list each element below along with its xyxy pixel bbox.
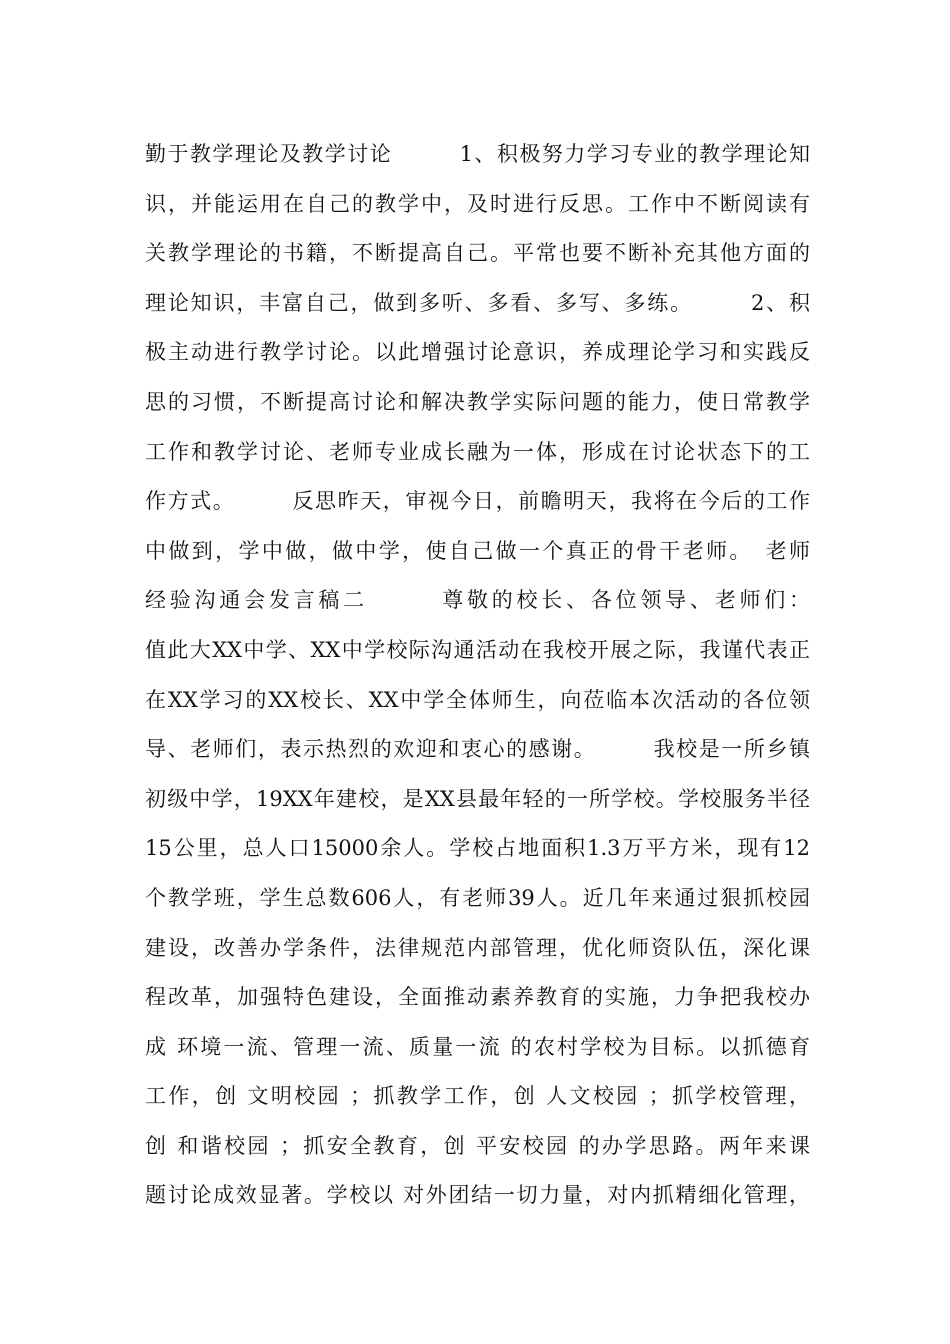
text-line: 工作和教学讨论、老师专业成长融为一体，形成在讨论状态下的工 [145, 439, 810, 464]
text-line: 成 环境一流、管理一流、质量一流 的农村学校为目标。以抓德育 [145, 1034, 810, 1059]
text-line: 值此大XX中学、XX中学校际沟通活动在我校开展之际，我谨代表正 [145, 637, 810, 662]
text-line: 在XX学习的XX校长、XX中学全体师生，向莅临本次活动的各位领 [145, 687, 810, 712]
text-line: 思的习惯，不断提高讨论和解决教学实际问题的能力，使日常教学 [145, 389, 810, 414]
text-line: 勤于教学理论及教学讨论 1、积极努力学习专业的教学理论知 [145, 142, 810, 166]
text-line: 15公里，总人口15000余人。学校占地面积1.3万平方米，现有12 [145, 836, 810, 861]
text-line: 题讨论成效显著。学校以 对外团结一切力量，对内抓精细化管理， [145, 1183, 810, 1208]
text-line: 经验沟通会发言稿二 尊敬的校长、各位领导、老师们： [145, 588, 810, 613]
body-text [145, 130, 810, 1221]
text-line: 理论知识，丰富自己，做到多听、多看、多写、多练。 2、积 [145, 290, 810, 315]
text-line: 建设，改善办学条件，法律规范内部管理，优化师资队伍，深化课 [145, 935, 810, 960]
text-line: 工作，创 文明校园 ；抓教学工作，创 人文校园 ；抓学校管理， [145, 1084, 810, 1109]
text-line: 程改革，加强特色建设，全面推动素养教育的实施，力争把我校办 [145, 985, 810, 1010]
text-line: 极主动进行教学讨论。以此增强讨论意识，养成理论学习和实践反 [145, 340, 810, 365]
text-line: 中做到，学中做，做中学，使自己做一个真正的骨干老师。 老师 [145, 538, 810, 563]
text-line: 识，并能运用在自己的教学中，及时进行反思。工作中不断阅读有 [145, 191, 810, 216]
text-line: 初级中学，19XX年建校，是XX县最年轻的一所学校。学校服务半径 [145, 786, 810, 811]
text-line: 关教学理论的书籍，不断提高自己。平常也要不断补充其他方面的 [145, 241, 810, 266]
text-line: 个教学班，学生总数606人，有老师39人。近几年来通过狠抓校园 [145, 885, 810, 910]
text-line: 导、老师们，表示热烈的欢迎和衷心的感谢。 我校是一所乡镇 [145, 737, 810, 762]
text-line: 创 和谐校园 ；抓安全教育，创 平安校园 的办学思路。两年来课 [145, 1133, 810, 1158]
text-line: 作方式。 反思昨天，审视今日，前瞻明天，我将在今后的工作 [145, 489, 810, 514]
